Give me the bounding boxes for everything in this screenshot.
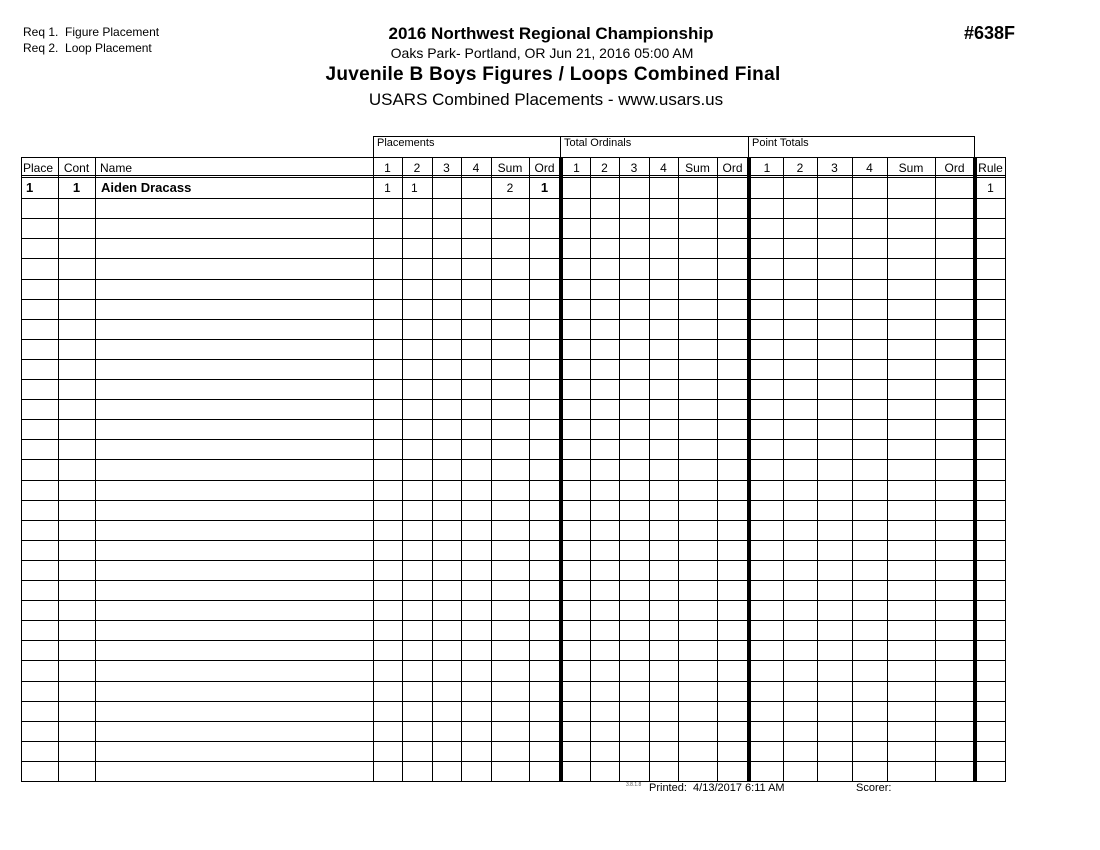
row-points-3 [817, 178, 852, 198]
group-placements: Placements [373, 136, 561, 157]
group-point-totals: Point Totals [748, 136, 975, 157]
grid-line [21, 198, 1006, 199]
grid-line [21, 218, 1006, 219]
row-points-2 [783, 178, 817, 198]
col-header-placement-2: 2 [413, 161, 421, 175]
grid-line [21, 459, 1006, 460]
championship-title: 2016 Northwest Regional Championship [388, 24, 714, 43]
col-header-points-ord: Ord [944, 161, 965, 175]
col-header-points-1: 1 [763, 161, 771, 175]
row-placement-2: 1 [411, 181, 418, 195]
grid-line [21, 299, 1006, 300]
row-ordinal-4 [649, 178, 678, 198]
grid-line [21, 379, 1006, 380]
row-placement-1: 1 [384, 181, 391, 195]
grid-line [21, 540, 1006, 541]
printed-timestamp [649, 782, 785, 794]
row-points-1 [751, 178, 783, 198]
row-ordinal-sum [678, 178, 717, 198]
row-ordinal-2 [590, 178, 619, 198]
grid-line [21, 157, 22, 782]
col-header-ordinal-2: 2 [601, 161, 608, 175]
requirement-2-text: Loop Placement [65, 41, 152, 55]
grid-line [21, 439, 1006, 440]
event-number: #638F [964, 23, 1016, 43]
grid-line [678, 157, 679, 782]
group-total-ordinals: Total Ordinals [560, 136, 749, 157]
grid-line [747, 157, 751, 782]
row-cont: 1 [72, 180, 81, 195]
grid-line [21, 419, 1006, 420]
col-header-placement-sum: Sum [497, 161, 523, 175]
col-header-ordinal-sum: Sum [685, 161, 710, 175]
requirement-1-text: Figure Placement [65, 25, 160, 39]
row-ordinal-1 [563, 178, 590, 198]
grid-line [402, 157, 403, 782]
col-header-points-3: 3 [831, 161, 838, 175]
col-header-placement-ord: Ord [534, 161, 555, 175]
grid-line [21, 640, 1006, 641]
row-points-ord [935, 178, 974, 198]
grid-line [559, 157, 563, 782]
col-header-placement-1: 1 [384, 161, 391, 175]
grid-line [21, 600, 1006, 601]
grid-line [21, 721, 1006, 722]
row-points-4 [852, 178, 887, 198]
grid-line [21, 560, 1006, 561]
row-placement-4 [461, 178, 491, 198]
row-placement-ord: 1 [540, 180, 549, 195]
row-name: Aiden Dracass [101, 180, 192, 195]
grid-line [21, 681, 1006, 682]
grid-line [21, 480, 1006, 481]
grid-line [21, 761, 1006, 762]
placement-subtitle: USARS Combined Placements - www.usars.us [368, 90, 724, 109]
grid-line [21, 660, 1006, 661]
col-header-ordinal-1: 1 [573, 161, 580, 175]
scorer-label: Scorer: [856, 782, 892, 794]
grid-line [432, 157, 433, 782]
grid-line [21, 279, 1006, 280]
grid-line [21, 258, 1006, 259]
grid-line [95, 157, 96, 782]
col-header-ordinal-4: 4 [660, 161, 667, 175]
grid-line [21, 500, 1006, 501]
grid-line [935, 157, 936, 782]
row-ordinal-3 [619, 178, 649, 198]
grid-line [21, 741, 1006, 742]
grid-line [58, 157, 59, 782]
printed-value: 4/13/2017 6:11 AM [693, 782, 785, 794]
col-header-points-sum: Sum [898, 161, 924, 175]
grid-line [783, 157, 784, 782]
grid-line [491, 157, 492, 782]
grid-line [649, 157, 650, 782]
row-placement-sum: 2 [506, 181, 514, 195]
grid-line [887, 157, 888, 782]
row-place: 1 [26, 180, 34, 195]
col-header-points-2: 2 [796, 161, 804, 175]
col-header-name: Name [100, 161, 133, 175]
grid-line [21, 238, 1006, 239]
grid-line [21, 701, 1006, 702]
grid-line [21, 520, 1006, 521]
col-header-placement-3: 3 [443, 161, 450, 175]
category-title: Juvenile B Boys Figures / Loops Combined Final [325, 64, 781, 85]
row-points-sum [887, 178, 935, 198]
grid-line [21, 580, 1006, 581]
grid-line [717, 157, 718, 782]
grid-line [21, 319, 1006, 320]
row-rule: 1 [987, 181, 994, 195]
requirement-1-label: Req 1. [23, 25, 59, 39]
grid-line [21, 620, 1006, 621]
software-version: 3.8.1.8 [626, 782, 642, 788]
col-header-placement-4: 4 [472, 161, 480, 175]
grid-line [373, 157, 374, 782]
grid-line [21, 359, 1006, 360]
col-header-place: Place [23, 161, 54, 175]
grid-line [21, 399, 1006, 400]
grid-line [817, 157, 818, 782]
col-header-points-4: 4 [866, 161, 873, 175]
row-placement-3 [432, 178, 461, 198]
grid-line [21, 339, 1006, 340]
grid-line [852, 157, 853, 782]
requirement-2-label: Req 2. [23, 41, 59, 55]
grid-line [590, 157, 591, 782]
grid-line [619, 157, 620, 782]
location-date: Oaks Park- Portland, OR Jun 21, 2016 05:00 AM [390, 45, 694, 61]
grid-line [973, 157, 977, 782]
grid-line [461, 157, 462, 782]
col-header-cont: Cont [63, 161, 90, 175]
printed-label: Printed: [649, 782, 687, 794]
grid-line [529, 157, 530, 782]
row-ordinal-ord [717, 178, 748, 198]
col-header-ordinal-ord: Ord [722, 161, 743, 175]
col-header-rule: Rule [978, 161, 1003, 175]
col-header-ordinal-3: 3 [630, 161, 638, 175]
grid-line [1005, 157, 1006, 782]
